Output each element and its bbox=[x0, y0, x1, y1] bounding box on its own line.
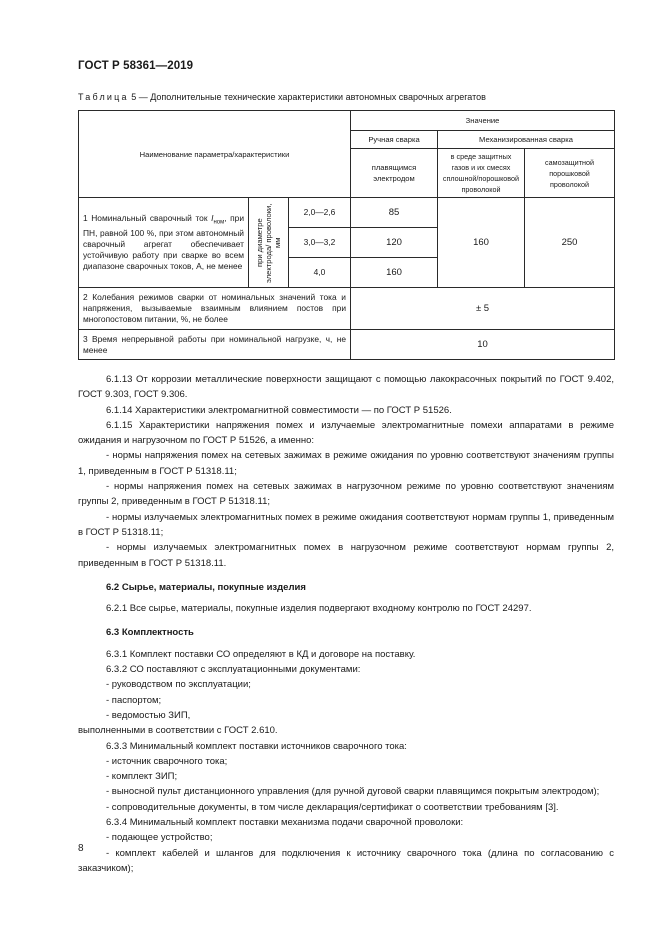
table-caption-text: 5 — Дополнительные технические характеристики автономных сварочных агрегатов bbox=[128, 92, 486, 102]
list-item: - паспортом; bbox=[106, 694, 162, 706]
paragraph-6-2-1: 6.2.1 Все сырье, материалы, покупные изделия подвергают входному контролю по ГОСТ 24297. bbox=[106, 603, 532, 615]
paragraph-6-1-14: 6.1.14 Характеристики электромагнитной совместимости — по ГОСТ Р 51526. bbox=[106, 404, 452, 416]
paragraph-continuation: выполненными в соответствии с ГОСТ 2.610. bbox=[78, 725, 278, 737]
row1-diameter-label: при диаметре электрода/ проволоки, мм bbox=[249, 198, 289, 288]
paragraph-6-3-3: 6.3.3 Минимальный комплект поставки источников сварочного тока: bbox=[106, 740, 407, 752]
row2-name: 2 Колебания режимов сварки от номинальных значений тока и напряжения, вызываемые взаимным влиянием постов при многопостовом питании, %, не более bbox=[79, 288, 351, 330]
paragraph-6-3-2: 6.3.2 СО поставляют с эксплуатационными документами: bbox=[106, 664, 361, 676]
row3-name: 3 Время непрерывной работы при номинальной нагрузке, ч, не менее bbox=[79, 330, 351, 360]
paragraph-6-1-13: 6.1.13 От коррозии металлические поверхности защищают с помощью лакокрасочных покрытий по ГОСТ 9.402, ГОСТ 9.303, ГОСТ 9.306. bbox=[78, 374, 614, 401]
row1-diameter-1: 2,0—2,6 bbox=[289, 198, 351, 228]
list-item: - подающее устройство; bbox=[106, 832, 213, 844]
paragraph-6-3-4: 6.3.4 Минимальный комплект поставки механизма подачи сварочной проволоки: bbox=[106, 817, 464, 829]
list-item: - руководством по эксплуатации; bbox=[106, 679, 251, 691]
spec-table bbox=[78, 110, 615, 360]
list-item: - нормы излучаемых электромагнитных помех в нагрузочном режиме соответствуют нормам группы 2, приведенным в ГОСТ Р 51318.11. bbox=[78, 542, 614, 569]
section-heading-6-3: 6.3 Комплектность bbox=[106, 627, 194, 639]
document-code: ГОСТ Р 58361—2019 bbox=[78, 60, 194, 72]
list-item: - нормы излучаемых электромагнитных помех в режиме ожидания соответствуют нормам группы 1, приведенным в ГОСТ Р 51318.11; bbox=[78, 511, 614, 538]
row1-gas-value: 160 bbox=[438, 198, 525, 288]
header-manual-welding: Ручная сварка bbox=[351, 131, 438, 149]
row1-selfshield-value: 250 bbox=[525, 198, 615, 288]
row1-diameter-3: 4,0 bbox=[289, 258, 351, 288]
table-caption-prefix: Таблица bbox=[78, 92, 129, 102]
list-item: - нормы напряжения помех на сетевых зажимах в нагрузочном режиме по уровню соответствуют значениям группы 2, приведенным в ГОСТ Р 51318.11; bbox=[78, 481, 614, 508]
header-value: Значение bbox=[351, 111, 615, 131]
header-electrode: плавящимся электродом bbox=[351, 149, 438, 198]
row1-electrode-3: 160 bbox=[351, 258, 438, 288]
header-self-shield: самозащитной порошковой проволокой bbox=[525, 149, 615, 198]
header-gas-wire: в среде защитных газов и их смесях сплошной/порошковой проволокой bbox=[438, 149, 525, 198]
list-item: - сопроводительные документы, в том числе декларация/сертификат о соответствии требованиям [3]. bbox=[106, 801, 559, 813]
header-mech-welding: Механизированная сварка bbox=[438, 131, 615, 149]
paragraph-6-1-15: 6.1.15 Характеристики напряжения помех и излучаемые электромагнитные помехи аппаратами в режиме ожидания и нагрузочном по ГОСТ Р 51526, а именно: bbox=[78, 419, 614, 447]
row1-electrode-2: 120 bbox=[351, 228, 438, 258]
table-caption bbox=[78, 92, 486, 102]
row1-diameter-2: 3,0—3,2 bbox=[289, 228, 351, 258]
row1-name: 1 Номинальный сварочный ток $I_{ном}$, при ПН, равной 100 %, при этом автономный сварочный агрегат обеспечивает устойчивую работу при сварке во всем диапазоне сварочных токов, А, не менее bbox=[79, 198, 249, 288]
list-item: - выносной пульт дистанционного управления (для ручной дуговой сварки плавящимся покрытым электродом); bbox=[106, 786, 600, 798]
body-text bbox=[78, 372, 614, 876]
list-item: - источник сварочного тока; bbox=[106, 755, 228, 767]
list-item: - комплект ЗИП; bbox=[106, 771, 178, 783]
row3-value: 10 bbox=[351, 330, 615, 360]
list-item: - комплект кабелей и шлангов для подключения к источнику сварочного тока (длина по согласованию с заказчиком); bbox=[78, 847, 614, 874]
page-number: 8 bbox=[78, 843, 84, 854]
list-item: - ведомостью ЗИП, bbox=[106, 709, 191, 721]
list-item: - нормы напряжения помех на сетевых зажимах в режиме ожидания по уровню соответствуют значениям группы 1, приведенным в ГОСТ Р 51318.11; bbox=[78, 450, 614, 477]
row2-value: ± 5 bbox=[351, 288, 615, 330]
header-param-name: Наименование параметра/характеристики bbox=[79, 111, 351, 198]
row1-electrode-1: 85 bbox=[351, 198, 438, 228]
paragraph-6-3-1: 6.3.1 Комплект поставки СО определяют в КД и договоре на поставку. bbox=[106, 648, 416, 660]
section-heading-6-2: 6.2 Сырье, материалы, покупные изделия bbox=[106, 581, 306, 593]
